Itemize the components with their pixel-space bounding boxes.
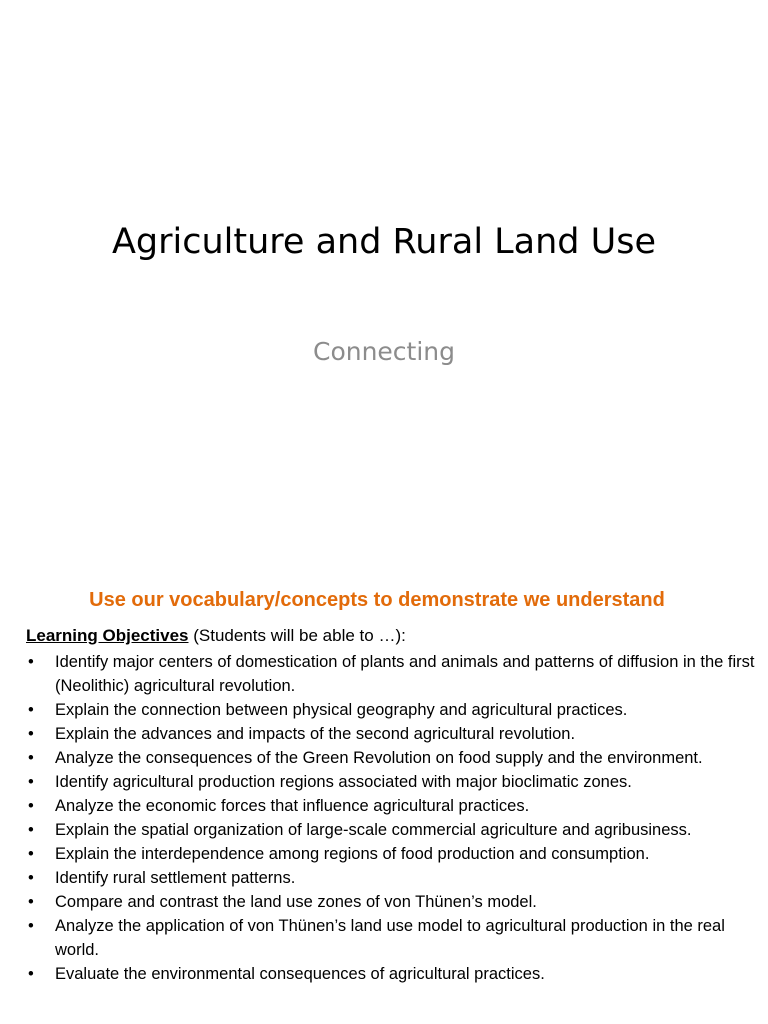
list-item-text: Compare and contrast the land use zones of von Thünen’s model. bbox=[55, 893, 537, 911]
list-item-text: Analyze the economic forces that influence agricultural practices. bbox=[55, 797, 530, 815]
list-item-text: Analyze the consequences of the Green Revolution on food supply and the environment. bbox=[55, 749, 703, 767]
objectives-suffix: (Students will be able to …): bbox=[188, 626, 406, 645]
slide-heading: Use our vocabulary/concepts to demonstrate we understand bbox=[89, 589, 665, 611]
bullet-icon: • bbox=[28, 701, 34, 719]
bullet-icon: • bbox=[28, 917, 34, 935]
list-item-text: Identify rural settlement patterns. bbox=[55, 869, 296, 887]
list-item-text: Evaluate the environmental consequences of agricultural practices. bbox=[55, 965, 545, 983]
list-item-text: Identify major centers of domestication of plants and animals and patterns of diffusion in the first (Neolithic) agricultural revolution. bbox=[55, 653, 755, 695]
bullet-icon: • bbox=[28, 749, 34, 767]
bullet-icon: • bbox=[28, 893, 34, 911]
objectives-slide bbox=[0, 580, 768, 1024]
objectives-list bbox=[26, 650, 756, 986]
slide-subtitle: Connecting bbox=[312, 337, 456, 366]
bullet-icon: • bbox=[28, 821, 34, 839]
bullet-icon: • bbox=[28, 653, 34, 671]
list-item bbox=[26, 866, 756, 890]
list-item bbox=[26, 962, 756, 986]
list-item-text: Explain the interdependence among regions of food production and consumption. bbox=[55, 845, 650, 863]
list-item bbox=[26, 842, 756, 866]
list-item bbox=[26, 818, 756, 842]
list-item bbox=[26, 890, 756, 914]
list-item bbox=[26, 722, 756, 746]
bullet-icon: • bbox=[28, 773, 34, 791]
objectives-intro bbox=[26, 624, 406, 648]
list-item-text: Explain the advances and impacts of the second agricultural revolution. bbox=[55, 725, 576, 743]
bullet-icon: • bbox=[28, 845, 34, 863]
list-item-text: Identify agricultural production regions associated with major bioclimatic zones. bbox=[55, 773, 632, 791]
list-item bbox=[26, 770, 756, 794]
list-item bbox=[26, 914, 756, 962]
list-item bbox=[26, 794, 756, 818]
list-item bbox=[26, 650, 756, 698]
list-item bbox=[26, 746, 756, 770]
objectives-label: Learning Objectives bbox=[26, 626, 189, 645]
bullet-icon: • bbox=[28, 797, 34, 815]
list-item-text: Analyze the application of von Thünen’s land use model to agricultural production in the real world. bbox=[55, 917, 725, 959]
slide-title: Agriculture and Rural Land Use bbox=[111, 222, 657, 262]
bullet-icon: • bbox=[28, 965, 34, 983]
list-item-text: Explain the spatial organization of large-scale commercial agriculture and agribusiness. bbox=[55, 821, 692, 839]
list-item bbox=[26, 698, 756, 722]
list-item-text: Explain the connection between physical geography and agricultural practices. bbox=[55, 701, 628, 719]
bullet-icon: • bbox=[28, 725, 34, 743]
bullet-icon: • bbox=[28, 869, 34, 887]
